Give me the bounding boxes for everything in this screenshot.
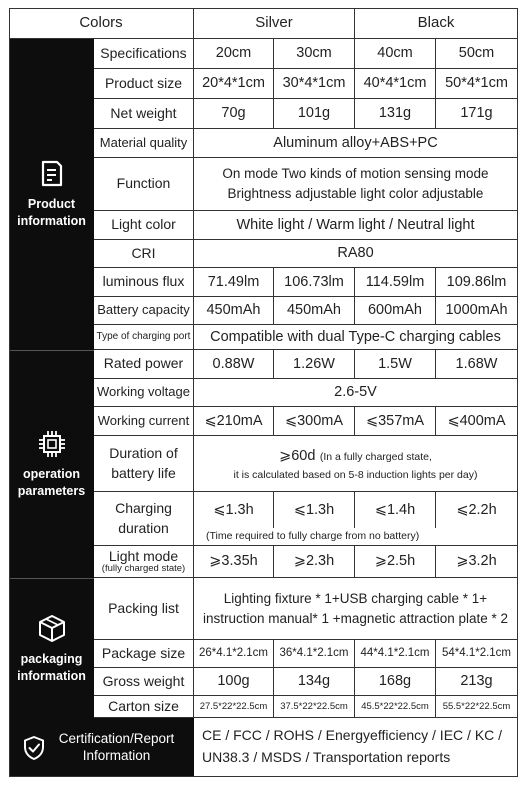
value-cell: 70g [194, 99, 274, 129]
value-cell: ⩽400mA [436, 407, 518, 436]
value-cell: 20cm [194, 39, 274, 69]
section-product-information [9, 39, 94, 350]
packing-list-line-1: Lighting fixture * 1+USB charging cable * 1+ [223, 590, 488, 606]
certification-line-2: UN38.3 / MSDS / Transportation reports [202, 749, 451, 765]
section-label: operation parameters [17, 466, 86, 498]
value-cell: ⩾3.35h [194, 546, 274, 578]
value-cell: 171g [436, 99, 518, 129]
value-cell: 36*4.1*2.1cm [274, 640, 355, 668]
certification-line-1: CE / FCC / ROHS / Energyefficiency / IEC / KC / [202, 727, 503, 744]
row-label-cri: CRI [94, 240, 194, 268]
value-cell-function [194, 158, 518, 211]
label-line: Charging [115, 499, 172, 516]
row-label-net-weight: Net weight [94, 99, 194, 129]
row-label-rated-power: Rated power [94, 350, 194, 379]
value-cell: 1.5W [355, 350, 436, 379]
value-cell: 37.5*22*22.5cm [274, 696, 355, 718]
value-cell: ⩽2.2h [436, 492, 518, 528]
value-cell: 45.5*22*22.5cm [355, 696, 436, 718]
value-cell: 109.86lm [436, 268, 518, 297]
row-label-material: Material quality [94, 129, 194, 158]
section-operation-parameters [9, 350, 94, 578]
value-cell: 30cm [274, 39, 355, 69]
row-label-specifications: Specifications [94, 39, 194, 69]
label-subline: (fully charged state) [101, 563, 186, 575]
function-line-2: Brightness adjustable light color adjustable [227, 186, 484, 201]
value-cell: 27.5*22*22.5cm [194, 696, 274, 718]
value-cell: 40cm [355, 39, 436, 69]
row-label-charging-port: Type of charging port [94, 325, 194, 350]
battery-life-note-1: (In a fully charged state, [319, 450, 432, 463]
value-cell: ⩽300mA [274, 407, 355, 436]
value-cell: 50*4*1cm [436, 69, 518, 99]
header-black: Black [355, 8, 518, 39]
row-label-working-current: Working current [94, 407, 194, 436]
value-cell-wide: 2.6-5V [194, 379, 518, 407]
row-label-product-size: Product size [94, 69, 194, 99]
value-cell: 600mAh [355, 297, 436, 325]
value-cell: 26*4.1*2.1cm [194, 640, 274, 668]
row-label-function: Function [94, 158, 194, 211]
value-cell: 1.68W [436, 350, 518, 379]
value-cell: 44*4.1*2.1cm [355, 640, 436, 668]
row-label-battery-life [94, 436, 194, 492]
value-cell: 0.88W [194, 350, 274, 379]
document-icon [39, 160, 65, 188]
label-line: Duration of [109, 444, 178, 461]
section-certification [9, 718, 194, 777]
battery-life-line-1 [279, 444, 432, 468]
value-cell: ⩽210mA [194, 407, 274, 436]
value-cell: 100g [194, 668, 274, 696]
box-icon [37, 613, 67, 643]
row-label-charging-duration [94, 492, 194, 546]
row-label-working-voltage: Working voltage [94, 379, 194, 407]
charging-duration-note: (Time required to fully charge from no battery) [194, 528, 518, 546]
value-cell-wide: Aluminum alloy+ABS+PC [194, 129, 518, 158]
row-label-package-size: Package size [94, 640, 194, 668]
value-cell: 106.73lm [274, 268, 355, 297]
row-label-battery-capacity: Battery capacity [94, 297, 194, 325]
value-cell: ⩽357mA [355, 407, 436, 436]
row-label-carton-size: Carton size [94, 696, 194, 718]
value-cell-wide: White light / Warm light / Neutral light [194, 211, 518, 240]
value-cell: 1000mAh [436, 297, 518, 325]
value-cell: 55.5*22*22.5cm [436, 696, 518, 718]
value-cell: 168g [355, 668, 436, 696]
value-cell: 134g [274, 668, 355, 696]
value-cell: 40*4*1cm [355, 69, 436, 99]
function-line-1: On mode Two kinds of motion sensing mode [222, 166, 489, 182]
header-colors: Colors [9, 8, 194, 39]
label-line: Light mode [108, 547, 179, 564]
value-cell: 30*4*1cm [274, 69, 355, 99]
battery-life-value: ⩾60d [279, 447, 316, 464]
value-cell: ⩽1.3h [194, 492, 274, 528]
value-cell: ⩾2.3h [274, 546, 355, 578]
value-cell-wide: RA80 [194, 240, 518, 268]
chip-icon [38, 430, 66, 458]
label-line: battery life [111, 464, 176, 481]
shield-check-icon [22, 735, 46, 761]
value-cell: 54*4.1*2.1cm [436, 640, 518, 668]
value-cell-battery-life [194, 436, 518, 492]
value-cell: ⩽1.3h [274, 492, 355, 528]
value-cell: 450mAh [194, 297, 274, 325]
row-label-light-color: Light color [94, 211, 194, 240]
value-cell-certification [194, 718, 518, 777]
value-cell: 20*4*1cm [194, 69, 274, 99]
label-line: duration [118, 519, 169, 536]
section-label: Certification/Report Information [58, 730, 175, 763]
value-cell: 101g [274, 99, 355, 129]
row-label-packing-list: Packing list [94, 578, 194, 640]
value-cell: 131g [355, 99, 436, 129]
value-cell: 450mAh [274, 297, 355, 325]
value-cell: 71.49lm [194, 268, 274, 297]
header-silver: Silver [194, 8, 355, 39]
value-cell: 213g [436, 668, 518, 696]
section-label: Product information [17, 196, 86, 228]
value-cell: ⩽1.4h [355, 492, 436, 528]
battery-life-note-2: it is calculated based on 5-8 induction lights per day) [233, 468, 478, 481]
packing-list-line-2: instruction manual* 1 +magnetic attraction plate * 2 [202, 610, 509, 626]
value-cell-packing-list [194, 578, 518, 640]
value-cell-wide: Compatible with dual Type-C charging cables [194, 325, 518, 350]
value-cell: ⩾3.2h [436, 546, 518, 578]
row-label-luminous-flux: luminous flux [94, 268, 194, 297]
section-label: packaging information [17, 651, 86, 683]
value-cell: ⩾2.5h [355, 546, 436, 578]
value-cell: 114.59lm [355, 268, 436, 297]
row-label-light-mode [94, 546, 194, 578]
value-cell: 50cm [436, 39, 518, 69]
spec-table [9, 8, 518, 777]
section-packaging-information [9, 578, 94, 718]
value-cell: 1.26W [274, 350, 355, 379]
row-label-gross-weight: Gross weight [94, 668, 194, 696]
